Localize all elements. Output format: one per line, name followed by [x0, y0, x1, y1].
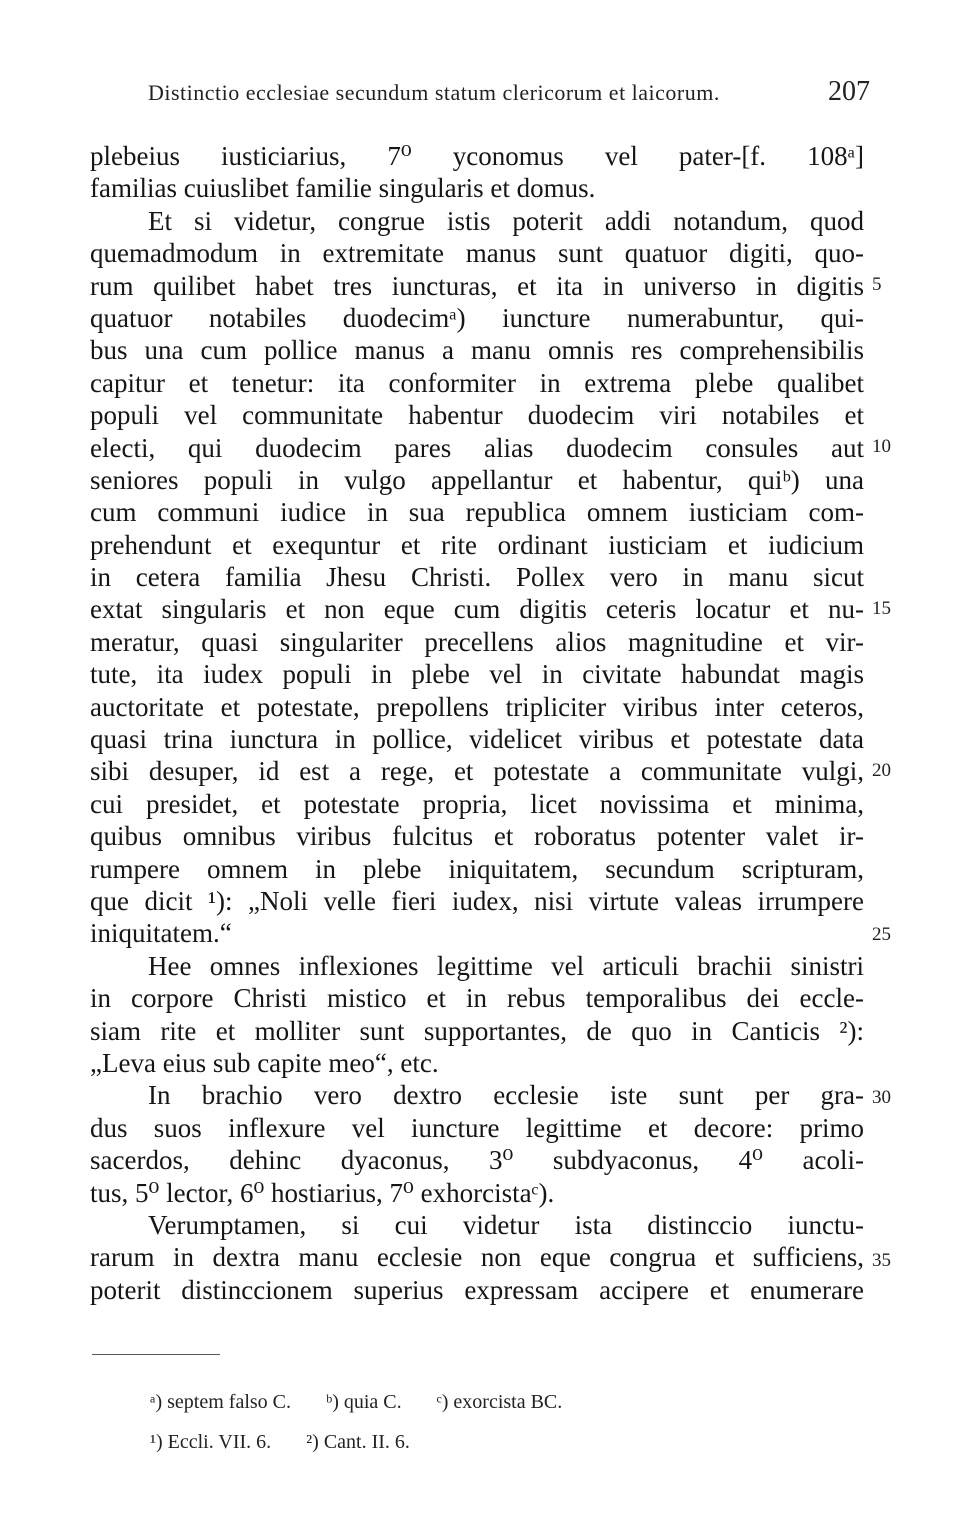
text-line: „Leva eius sub capite meo“, etc. [90, 1047, 439, 1078]
text-line: tus, 5⁰ lector, 6⁰ hostiarius, 7⁰ exhorcistaᶜ). [90, 1177, 555, 1208]
text-line: quibus omnibus viribus fulcitus et roboratus potenter valet ir- [90, 821, 864, 852]
text-line: iniquitatem.“ [90, 918, 232, 949]
text-line: poterit distinccionem superius expressam accipere et enumerare [90, 1274, 864, 1305]
running-header [148, 76, 870, 112]
text-line: populi vel communitate habentur duodecim viri notabiles et [90, 400, 864, 431]
text-line: Et si videtur, congrue istis poterit addi notandum, quod [148, 205, 864, 236]
footnote-a: ᵃ) septem falso C. [150, 1391, 291, 1413]
text-line: cum communi iudice in sua republica omnem iusticiam com- [90, 497, 864, 528]
text-line: Verumptamen, si cui videtur ista distinccio iunctu- [148, 1209, 864, 1240]
text-line: plebeius iusticiarius, 7⁰ yconomus vel pater-[f. 108ᵃ] [90, 141, 864, 171]
line-number: 35 [872, 1250, 891, 1271]
footnotes [150, 1382, 592, 1462]
line-number: 30 [872, 1087, 891, 1108]
text-line: quasi trina iunctura in pollice, videlicet viribus et potestate data [90, 724, 864, 755]
line-number: 25 [872, 924, 891, 945]
text-line: sibi desuper, id est a rege, et potestate a communitate vulgi, [90, 756, 864, 787]
text-line: sacerdos, dehinc dyaconus, 3⁰ subdyaconus, 4⁰ acoli- [90, 1145, 864, 1176]
footnote-line [150, 1382, 592, 1422]
line-number: 15 [872, 598, 891, 619]
text-line: rumpere omnem in plebe iniquitatem, secundum scripturam, [90, 853, 864, 884]
line-number: 5 [872, 274, 882, 295]
text-line: in corpore Christi mistico et in rebus temporalibus dei eccle- [90, 983, 864, 1014]
text-line: siam rite et molliter sunt supportantes, de quo in Canticis ²): [90, 1015, 864, 1046]
line-number: 10 [872, 436, 891, 457]
text-line: In brachio vero dextro ecclesie iste sunt per gra- [148, 1080, 864, 1111]
page-number: 207 [828, 76, 870, 107]
text-line: dus suos inflexure vel iuncture legittime et decore: primo [90, 1112, 864, 1143]
text-line: cui presidet, et potestate propria, licet novissima et minima, [90, 788, 864, 819]
footnote-b: ᵇ) quia C. [326, 1391, 402, 1413]
footnote-2: ²) Cant. II. 6. [306, 1431, 410, 1453]
text-line: Hee omnes inflexiones legittime vel articuli brachii sinistri [148, 950, 864, 981]
main-text [90, 140, 864, 1306]
text-line: quatuor notabiles duodecimᵃ) iuncture numerabuntur, qui- [90, 302, 864, 333]
text-line: quemadmodum in extremitate manus sunt quatuor digiti, quo- [90, 238, 864, 269]
footnote-1: ¹) Eccli. VII. 6. [150, 1431, 272, 1453]
text-line: seniores populi in vulgo appellantur et habentur, quiᵇ) una [90, 464, 864, 495]
text-line: prehendunt et exequntur et rite ordinant iusticiam et iudicium [90, 529, 864, 560]
text-line: bus una cum pollice manus a manu omnis res comprehensibilis [90, 335, 864, 366]
text-line: tute, ita iudex populi in plebe vel in civitate habundat magis [90, 659, 864, 690]
running-title: Distinctio ecclesiae secundum statum clericorum et laicorum. [148, 80, 720, 105]
text-line: que dicit ¹): „Noli velle fieri iudex, nisi virtute valeas irrumpere [90, 885, 864, 916]
text-line: auctoritate et potestate, prepollens tripliciter viribus inter ceteros, [90, 691, 864, 722]
line-number: 20 [872, 760, 891, 781]
text-line: familias cuiuslibet familie singularis et domus. [90, 173, 596, 204]
text-line: in cetera familia Jhesu Christi. Pollex vero in manu sicut [90, 562, 864, 593]
text-line: rum quilibet habet tres iuncturas, et ita in universo in digitis [90, 270, 864, 301]
footnote-rule [92, 1354, 220, 1355]
text-line: capitur et tenetur: ita conformiter in extrema plebe qualibet [90, 367, 864, 398]
footnote-line [150, 1422, 592, 1462]
footnote-c: ᶜ) exorcista BC. [436, 1391, 563, 1413]
text-line: electi, qui duodecim pares alias duodecim consules aut [90, 432, 864, 463]
text-line: meratur, quasi singulariter precellens alios magnitudine et vir- [90, 626, 864, 657]
text-line: rarum in dextra manu ecclesie non eque congrua et sufficiens, [90, 1242, 864, 1273]
text-line: extat singularis et non eque cum digitis ceteris locatur et nu- [90, 594, 864, 625]
